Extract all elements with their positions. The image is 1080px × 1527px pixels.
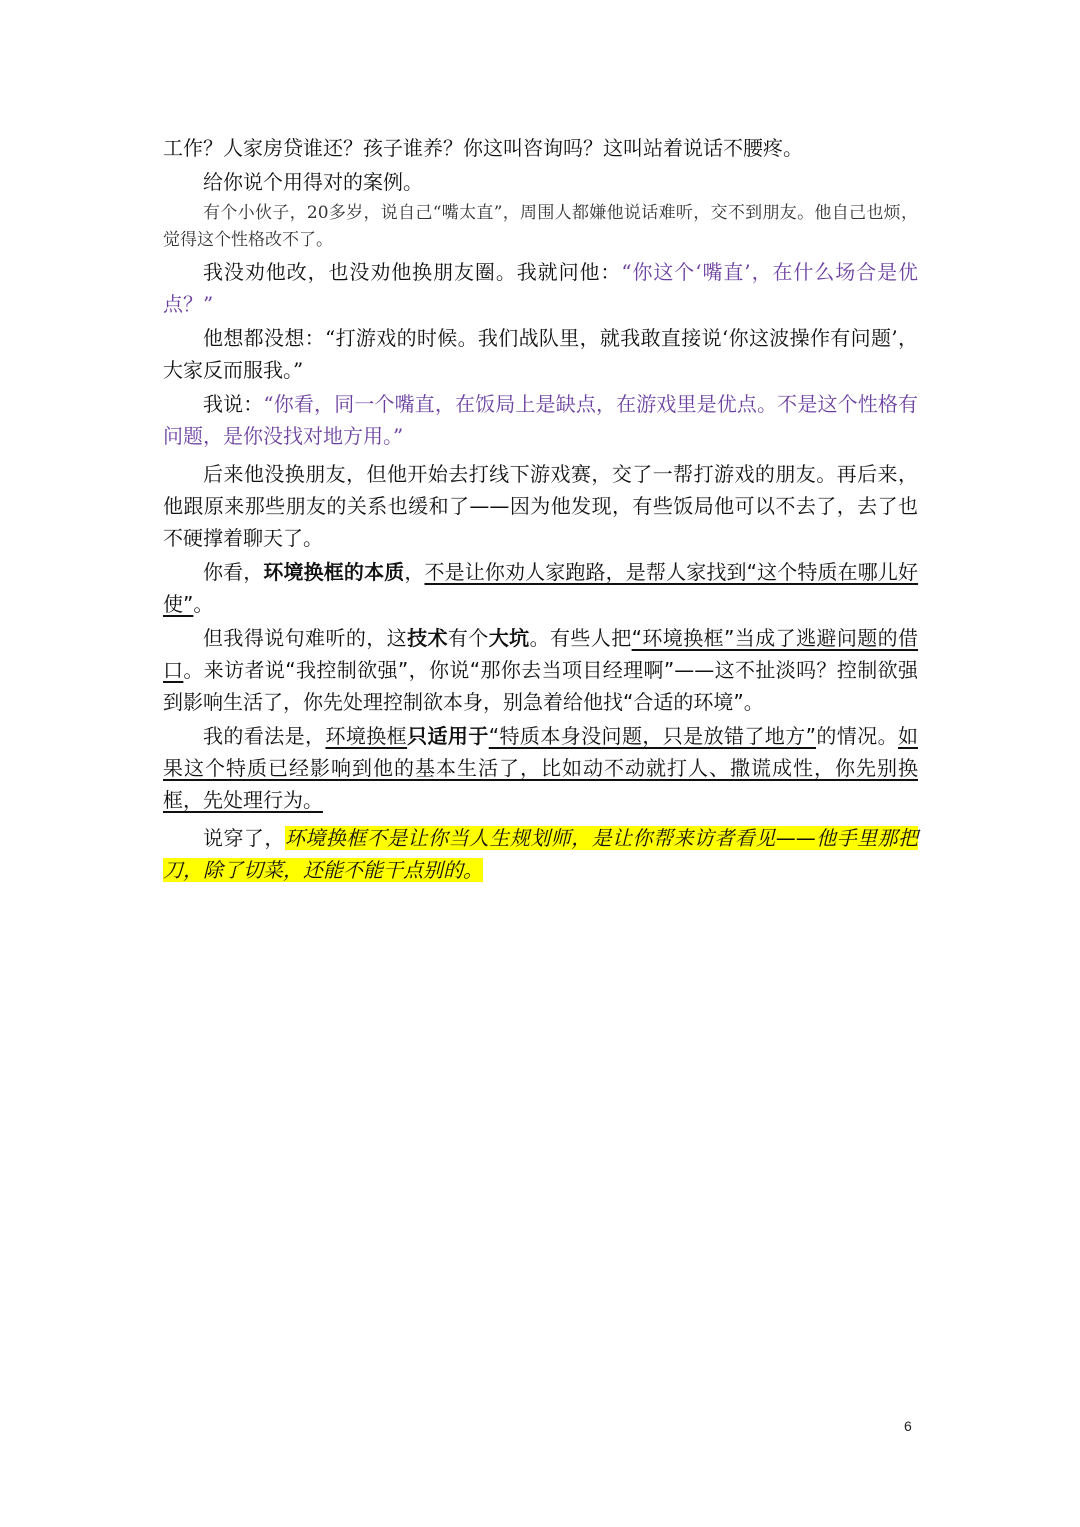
paragraph-continuation: 工作？人家房贷谁还？孩子谁养？你这叫咨询吗？这叫站着说话不腰疼。 xyxy=(163,136,803,160)
text-run: 的情况。 xyxy=(815,724,899,748)
quoted-reply: “你看，同一个嘴直，在饭局上是缺点，在游戏里是优点。不是这个性格有问题，是你没找对地方用。” xyxy=(163,392,919,448)
text-run: ， xyxy=(404,560,425,584)
text-run: 。 xyxy=(193,592,214,616)
paragraph-essence xyxy=(163,556,918,620)
quoted-answer: “打游戏的时候。我们战队里，就我敢直接说‘你这波操作有问题’，大家反而服我。” xyxy=(163,326,918,382)
underlined-text: 环境换框 xyxy=(325,724,408,748)
paragraph-outcome: 后来他没换朋友，但他开始去打线下游戏赛，交了一帮打游戏的朋友。再后来，他跟原来那些朋友的关系也缓和了——因为他发现，有些饭局他可以不去了，去了也不硬撑着聊天了。 xyxy=(163,462,918,550)
paragraph-question xyxy=(163,256,918,320)
bold-term: 只适用于 xyxy=(407,724,489,748)
underlined-text: 如果这个特质已经影响到他的基本生活了，比如动不动就打人、撒谎成性，你先别换框，先处理行为。 xyxy=(163,724,919,812)
text-run: 我的看法是， xyxy=(203,724,326,748)
paragraph-reply xyxy=(163,388,918,452)
bold-term: 环境换框的本质 xyxy=(263,560,405,584)
paragraph-answer xyxy=(163,322,918,386)
paragraph-warning xyxy=(163,622,918,718)
text-run: 有个 xyxy=(447,626,489,650)
underlined-text: “环境换框”当成了逃避问题的借口 xyxy=(163,626,919,682)
document-body xyxy=(163,132,918,886)
bold-term: 大坑 xyxy=(488,626,530,650)
narration-text: 我没劝他改，也没劝他换朋友圈。我就问他： xyxy=(203,260,622,284)
paragraph-conclusion xyxy=(163,822,918,886)
bold-term: 技术 xyxy=(407,626,448,650)
underlined-text: “特质本身没问题，只是放错了地方” xyxy=(488,724,816,748)
narration-text: 他想都没想： xyxy=(203,326,326,350)
text-run: 。有些人把 xyxy=(529,626,632,650)
text-run: 但我得说句难听的，这 xyxy=(203,626,408,650)
text-run: 说穿了， xyxy=(203,826,285,850)
paragraph-case-description: 有个小伙子，20多岁，说自己“嘴太直”，周围人都嫌他说话难听，交不到朋友。他自己也烦，觉得这个性格改不了。 xyxy=(163,203,918,250)
text-run: 你看， xyxy=(203,560,264,584)
text-run: 。来访者说“我控制欲强”，你说“那你去当项目经理啊”——这不扯淡吗？控制欲强到影响生活了，你先处理控制欲本身，别急着给他找“合适的环境”。 xyxy=(163,658,919,714)
quoted-question: “你这个‘嘴直’，在什么场合是优点？” xyxy=(163,260,918,316)
underlined-text: 不是让你劝人家跑路，是帮人家找到“这个特质在哪儿好使” xyxy=(163,560,919,616)
page-number: 6 xyxy=(904,1418,912,1434)
narration-text: 我说： xyxy=(203,392,264,416)
highlighted-text: 环境换框不是让你当人生规划师，是让你帮来访者看见——他手里那把刀，除了切菜，还能不能干点别的。 xyxy=(163,826,919,882)
paragraph-opinion xyxy=(163,720,918,816)
paragraph-case-intro: 给你说个用得对的案例。 xyxy=(203,170,423,194)
